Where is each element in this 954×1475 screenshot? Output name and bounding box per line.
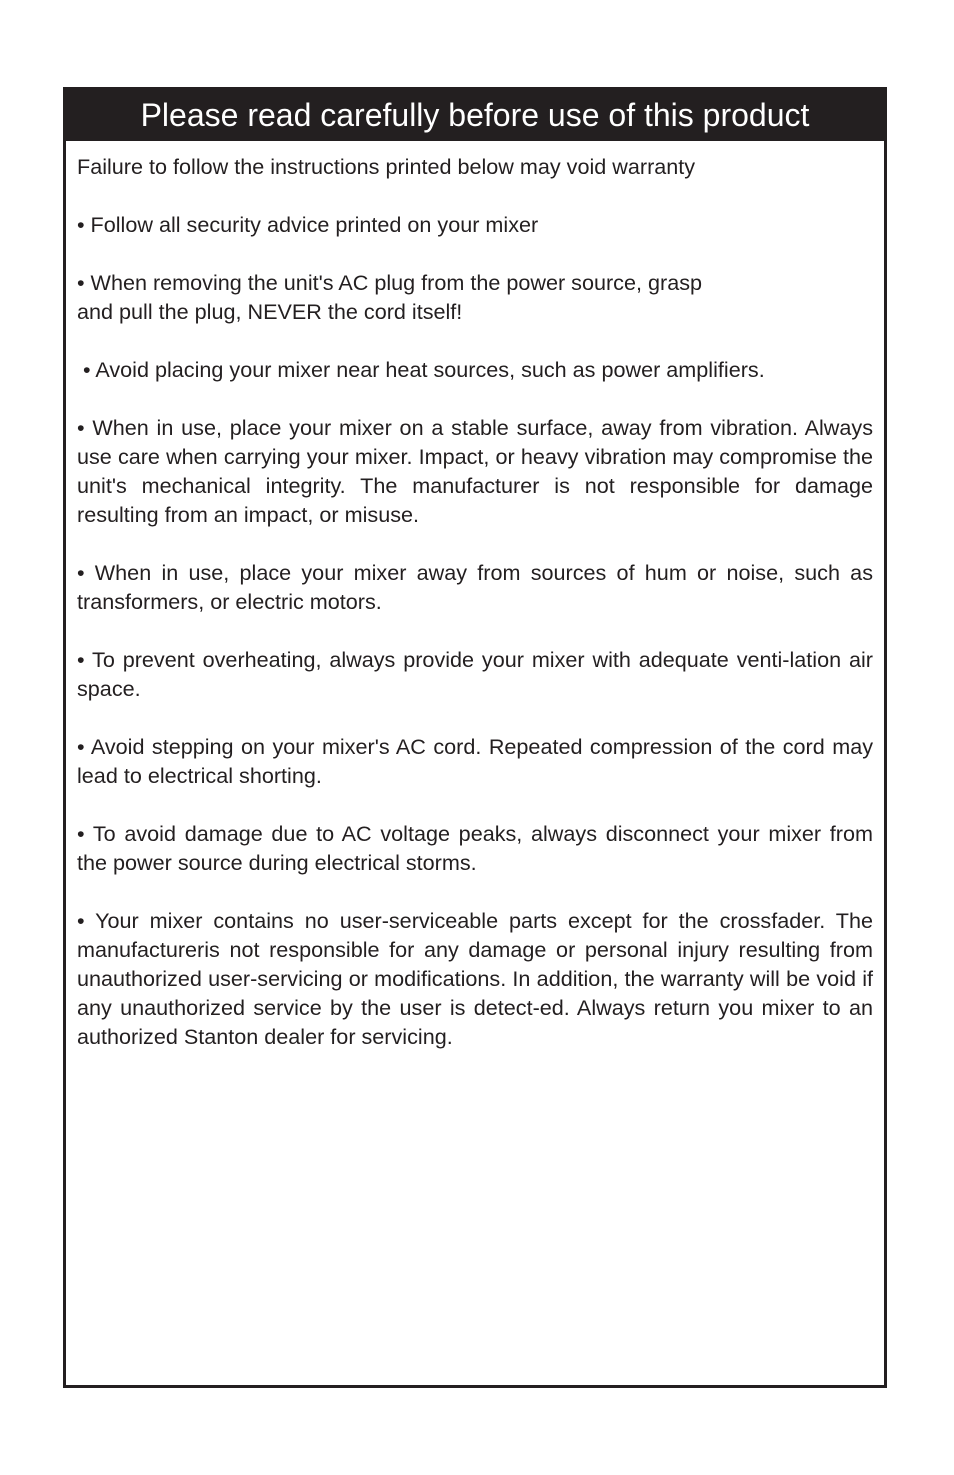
- instruction-item: • To avoid damage due to AC voltage peaks, always disconnect your mixer from the power source during electrical storms.: [77, 821, 873, 875]
- warranty-intro: Failure to follow the instructions printed below may void warranty: [77, 154, 696, 179]
- instruction-item: • When in use, place your mixer on a stable surface, away from vibration. Always use care when carrying your mixer. Impact, or heavy vibration may compromise the unit's mechanical integrity. The manufacturer is not responsible for damage resulting from an impact, or misuse.: [77, 415, 873, 527]
- instruction-item: • Avoid placing your mixer near heat sources, such as power amplifiers.: [77, 357, 765, 382]
- notice-content: [77, 152, 873, 1080]
- instruction-item: • Follow all security advice printed on your mixer: [77, 212, 539, 237]
- instruction-item: • When removing the unit's AC plug from the power source, grasp and pull the plug, NEVER the cord itself!: [77, 270, 703, 324]
- notice-title: Please read carefully before use of this product: [66, 90, 884, 141]
- instruction-item: • To prevent overheating, always provide your mixer with adequate venti-lation air space.: [77, 647, 873, 701]
- instruction-item: • Your mixer contains no user-serviceable parts except for the crossfader. The manufactureris not responsible for any damage or personal injury resulting from unauthorized user-servicing or modifications. In addition, the warranty will be void if any unauthorized service by the user is detect-ed. Always return you mixer to an authorized Stanton dealer for servicing.: [77, 908, 873, 1049]
- instruction-item: • Avoid stepping on your mixer's AC cord. Repeated compression of the cord may lead to electrical shorting.: [77, 734, 873, 788]
- instruction-item: • When in use, place your mixer away from sources of hum or noise, such as transformers, or electric motors.: [77, 560, 873, 614]
- notice-box: [63, 87, 887, 1388]
